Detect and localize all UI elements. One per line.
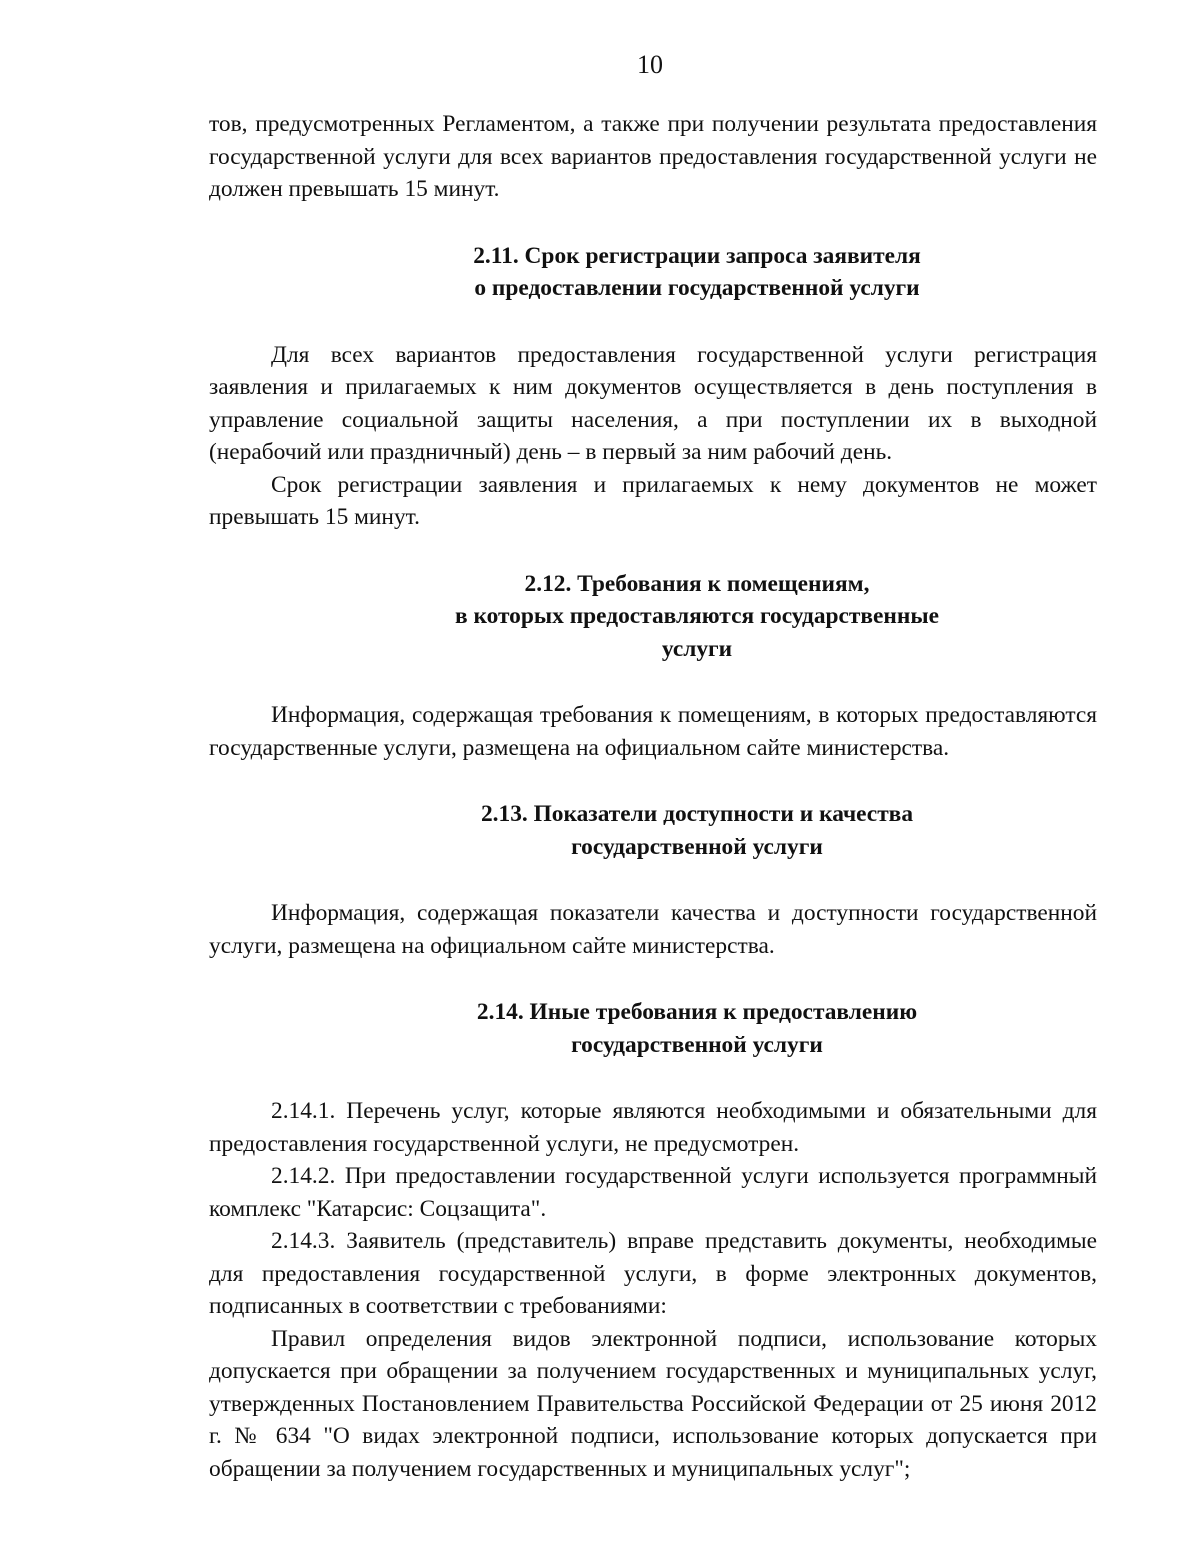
heading-line: в которых предоставляются государственные — [454, 603, 940, 629]
heading-line: о предоставлении государственной услуги — [474, 275, 920, 301]
paragraph: Информация, содержащая показатели качества и доступности государственной услуги, размещена на официальном сайте министерства. — [209, 900, 1097, 959]
paragraph: Правил определения видов электронной подписи, использование которых допускается при обращении за получением государственных и муниципальных услуг, утвержденных Постановлением Правительства Российской Федерации от 25 июня 2012 г. № 634 "О видах электронной подписи, использование которых допускается при обращении за получением государственных и муниципальных услуг"; — [209, 1325, 1097, 1482]
section-heading-2-14 — [209, 996, 1097, 1061]
section-heading-2-13 — [209, 798, 1097, 863]
heading-line: 2.12. Требования к помещениям, — [524, 570, 870, 597]
paragraph: Для всех вариантов предоставления государственной услуги регистрация заявления и прилагаемых к ним документов осуществляется в день поступления в управление социальной защиты населения, а при поступлении их в выходной (нерабочий или праздничный) день – в первый за ним рабочий день. — [209, 341, 1097, 465]
paragraph: 2.14.1. Перечень услуг, которые являются необходимыми и обязательными для предоставления государственной услуги, не предусмотрен. — [209, 1098, 1097, 1157]
heading-line: государственной услуги — [571, 833, 823, 860]
heading-line: 2.13. Показатели доступности и качества — [480, 801, 914, 827]
section-heading-2-11 — [209, 240, 1097, 305]
paragraph: 2.14.3. Заявитель (представитель) вправе представить документы, необходимые для предоставления государственной услуги, в форме электронных документов, подписанных в соответствии с требованиями: — [209, 1228, 1097, 1319]
paragraph: Срок регистрации заявления и прилагаемых к нему документов не может превышать 15 минут. — [209, 471, 1097, 530]
page-number: 10 — [637, 50, 663, 79]
intro-paragraph: тов, предусмотренных Регламентом, а также при получении результата предоставления государственной услуги для всех вариантов предоставления государственной услуги не должен превышать 15 минут. — [209, 111, 1097, 202]
heading-line: услуги — [661, 635, 733, 662]
heading-line: 2.11. Срок регистрации запроса заявителя — [473, 242, 921, 269]
section-heading-2-12 — [209, 568, 1097, 666]
heading-line: государственной услуги — [571, 1031, 823, 1058]
paragraph: Информация, содержащая требования к помещениям, в которых предоставляются государственные услуги, размещена на официальном сайте министерства. — [209, 702, 1097, 761]
paragraph: 2.14.2. При предоставлении государственной услуги используется программный комплекс "Катарсис: Соцзащита". — [209, 1163, 1097, 1222]
document-body — [209, 108, 1097, 1485]
heading-line: 2.14. Иные требования к предоставлению — [476, 999, 918, 1025]
